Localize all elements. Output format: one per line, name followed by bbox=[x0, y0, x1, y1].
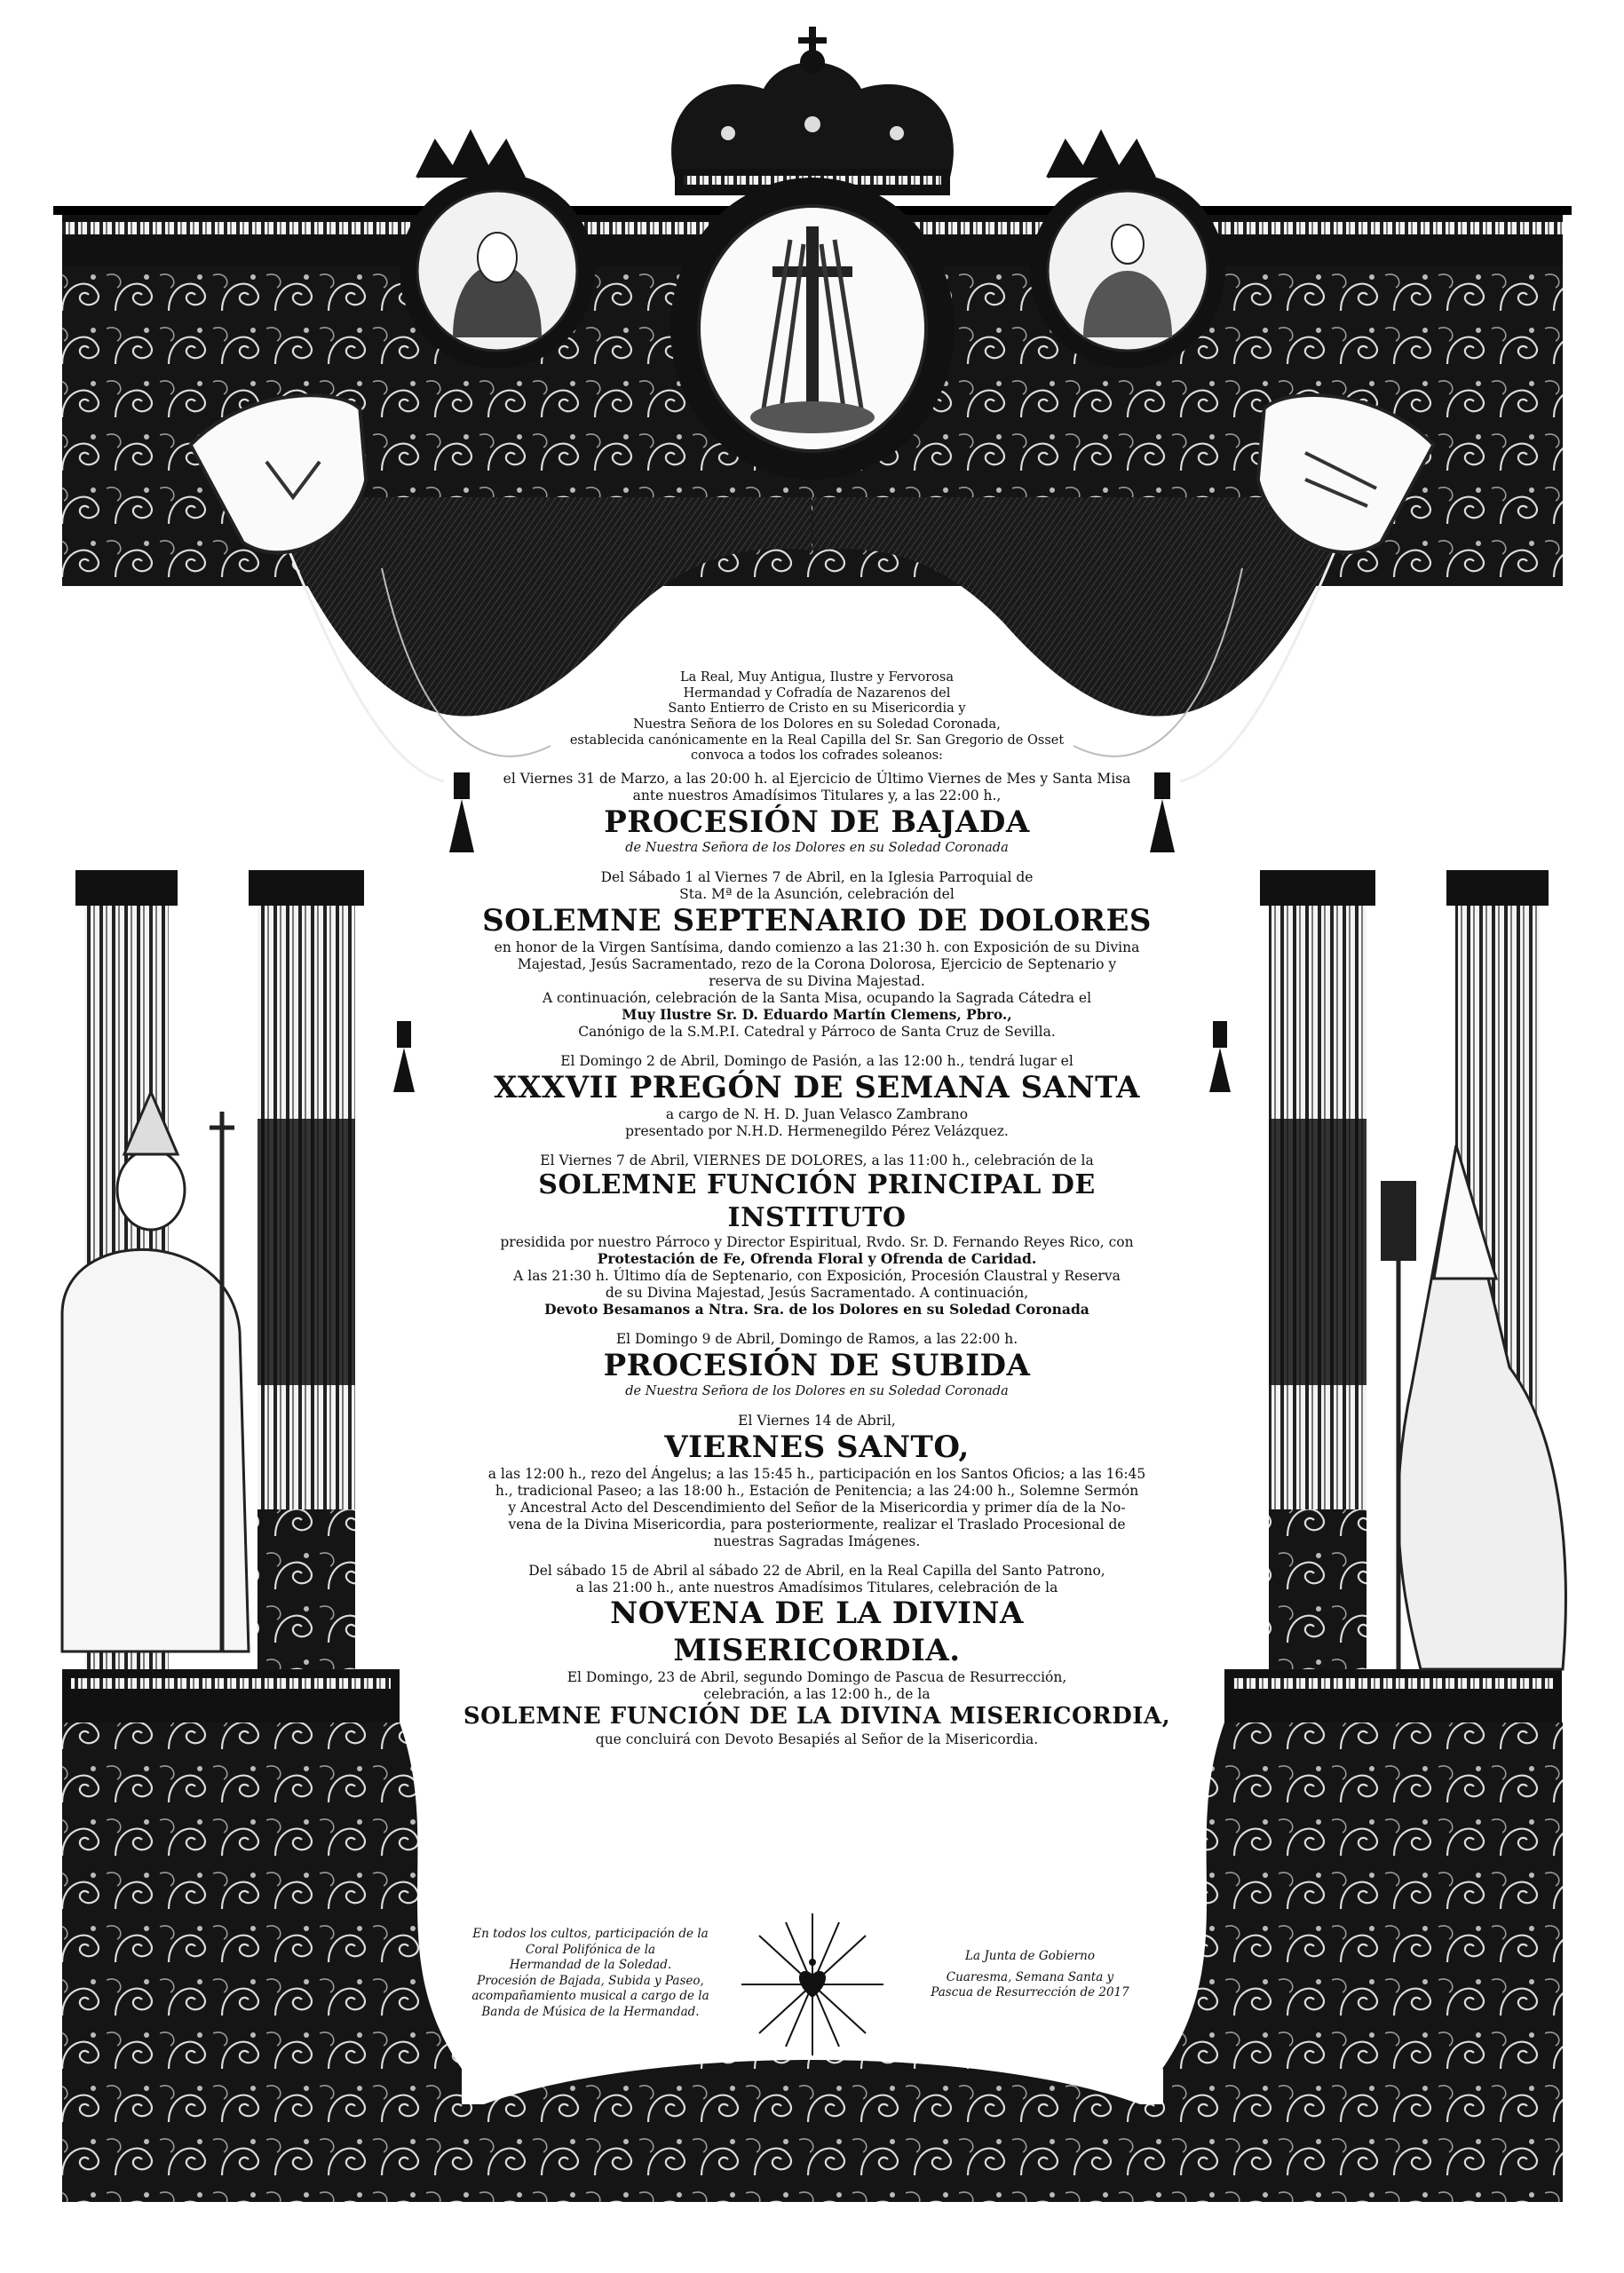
novena-lead: a las 21:00 h., ante nuestros Amadísimos Titulares, celebración de la bbox=[575, 1579, 1058, 1596]
santo-title: VIERNES SANTO, bbox=[664, 1429, 970, 1465]
funcion-body: de su Divina Majestad, Jesús Sacramentado. A continuación, bbox=[605, 1284, 1029, 1301]
septenario-body: reserva de su Divina Majestad. bbox=[709, 973, 925, 990]
note-line: acompañamiento musical a cargo de la bbox=[471, 1989, 709, 2004]
note-line: Cuaresma, Semana Santa y bbox=[946, 1969, 1114, 1984]
septenario-body: Muy Ilustre Sr. D. Eduardo Martín Clemens, Pbro., bbox=[622, 1006, 1012, 1023]
pregon-body: a cargo de N. H. D. Juan Velasco Zambrano bbox=[665, 1106, 969, 1123]
note-line: En todos los cultos, participación de la bbox=[472, 1927, 709, 1941]
septenario-lead: Del Sábado 1 al Viernes 7 de Abril, en la Iglesia Parroquial de bbox=[600, 869, 1034, 886]
funcion-body: A las 21:30 h. Último día de Septenario, con Exposición, Procesión Claustral y Reserva bbox=[513, 1267, 1121, 1284]
note-line: Procesión de Bajada, Subida y Paseo, bbox=[477, 1973, 704, 1988]
septenario-lead: Sta. Mª de la Asunción, celebración del bbox=[679, 886, 955, 902]
intro-line: La Real, Muy Antigua, Ilustre y Fervorosa bbox=[680, 670, 954, 685]
note-line: La Junta de Gobierno bbox=[965, 1949, 1095, 1963]
novena-body: que concluirá con Devoto Besapiés al Señor de la Misericordia. bbox=[595, 1730, 1039, 1747]
note-line: Hermandad de la Soledad. bbox=[509, 1958, 672, 1973]
santo-lead: El Viernes 14 de Abril, bbox=[738, 1412, 896, 1429]
crown-icon bbox=[671, 27, 954, 195]
pregon-lead: El Domingo 2 de Abril, Domingo de Pasión, a las 12:00 h., tendrá lugar el bbox=[560, 1052, 1073, 1069]
signature-note bbox=[897, 1949, 1163, 2001]
virgin-medallion bbox=[400, 133, 595, 368]
pregon-title: XXXVII PREGÓN DE SEMANA SANTA bbox=[494, 1069, 1140, 1105]
funcion-body: Protestación de Fe, Ofrenda Floral y Ofrenda de Caridad. bbox=[597, 1250, 1037, 1267]
santo-body: y Ancestral Acto del Descendimiento del Señor de la Misericordia y primer día de la No- bbox=[508, 1499, 1126, 1516]
septenario-body: en honor de la Virgen Santísima, dando comienzo a las 21:30 h. con Exposición de su Divina bbox=[494, 939, 1140, 956]
subida-title: PROCESIÓN DE SUBIDA bbox=[603, 1347, 1031, 1383]
misericordia-title: SOLEMNE FUNCIÓN DE LA DIVINA MISERICORDIA, bbox=[463, 1703, 1171, 1730]
santo-body: a las 12:00 h., rezo del Ángelus; a las 15:45 h., participación en los Santos Oficios; a las 16:45 bbox=[487, 1466, 1146, 1483]
septenario-body: Majestad, Jesús Sacramentado, rezo de la Corona Dolorosa, Ejercicio de Septenario y bbox=[517, 956, 1117, 973]
septenario-body: A continuación, celebración de la Santa Misa, ocupando la Sagrada Cátedra el bbox=[542, 990, 1092, 1007]
central-medallion bbox=[670, 178, 955, 479]
music-note bbox=[462, 1927, 719, 2020]
pregon-body: presentado por N.H.D. Hermenegildo Pérez Velázquez. bbox=[625, 1123, 1009, 1140]
note-line: Banda de Música de la Hermandad. bbox=[481, 2004, 700, 2019]
intro-line: convoca a todos los cofrades soleanos: bbox=[691, 748, 943, 764]
funcion-body: presidida por nuestro Párroco y Director Espiritual, Rvdo. Sr. D. Fernando Reyes Rico, con bbox=[500, 1234, 1134, 1251]
note-line: Coral Polifónica de la bbox=[525, 1942, 656, 1957]
funcion-lead: El Viernes 7 de Abril, VIERNES DE DOLORES, a las 11:00 h., celebración de la bbox=[540, 1152, 1094, 1168]
novena-title: NOVENA DE LA DIVINA MISERICORDIA. bbox=[610, 1596, 1024, 1668]
santo-body: vena de la Divina Misericordia, para posteriormente, realizar el Traslado Procesional de bbox=[508, 1516, 1126, 1532]
intro-line: Hermandad y Cofradía de Nazarenos del bbox=[683, 685, 951, 701]
bajada-lead: ante nuestros Amadísimos Titulares y, a las 22:00 h., bbox=[632, 788, 1002, 804]
novena-body: El Domingo, 23 de Abril, segundo Domingo de Pascua de Resurrección, bbox=[566, 1669, 1067, 1686]
septenario-body: Canónigo de la S.M.P.I. Catedral y Párroco de Santa Cruz de Sevilla. bbox=[578, 1023, 1056, 1040]
funcion-body: Devoto Besamanos a Ntra. Sra. de los Dolores en su Soledad Coronada bbox=[544, 1300, 1089, 1318]
novena-lead: Del sábado 15 de Abril al sábado 22 de Abril, en la Real Capilla del Santo Patrono, bbox=[528, 1562, 1105, 1579]
novena-body: celebración, a las 12:00 h., de la bbox=[703, 1686, 931, 1703]
announcement-text bbox=[462, 670, 1172, 1748]
funcion-title: SOLEMNE FUNCIÓN PRINCIPAL DE INSTITUTO bbox=[538, 1168, 1096, 1233]
intro-line: Santo Entierro de Cristo en su Misericordia y bbox=[668, 701, 966, 717]
intro-line: Nuestra Señora de los Dolores en su Soledad Coronada, bbox=[633, 717, 1001, 733]
septenario-title: SOLEMNE SEPTENARIO DE DOLORES bbox=[482, 902, 1152, 939]
bajada-lead: el Viernes 31 de Marzo, a las 20:00 h. al Ejercicio de Último Viernes de Mes y Santa Misa bbox=[503, 771, 1131, 788]
radiant-heart-icon bbox=[724, 1909, 901, 2060]
saint-medallion bbox=[1030, 133, 1225, 368]
bajada-title: PROCESIÓN DE BAJADA bbox=[604, 804, 1030, 840]
santo-body: h., tradicional Paseo; a las 18:00 h., Estación de Penitencia; a las 24:00 h., Solemne Sermón bbox=[495, 1482, 1139, 1499]
santo-body: nuestras Sagradas Imágenes. bbox=[713, 1532, 921, 1549]
intro-line: establecida canónicamente en la Real Capilla del Sr. San Gregorio de Osset bbox=[569, 733, 1065, 748]
subida-subtitle: de Nuestra Señora de los Dolores en su Soledad Coronada bbox=[625, 1384, 1009, 1398]
note-line: Pascua de Resurrección de 2017 bbox=[931, 1985, 1129, 2000]
bajada-subtitle: de Nuestra Señora de los Dolores en su Soledad Coronada bbox=[625, 841, 1009, 856]
subida-lead: El Domingo 9 de Abril, Domingo de Ramos, a las 22:00 h. bbox=[615, 1330, 1018, 1347]
